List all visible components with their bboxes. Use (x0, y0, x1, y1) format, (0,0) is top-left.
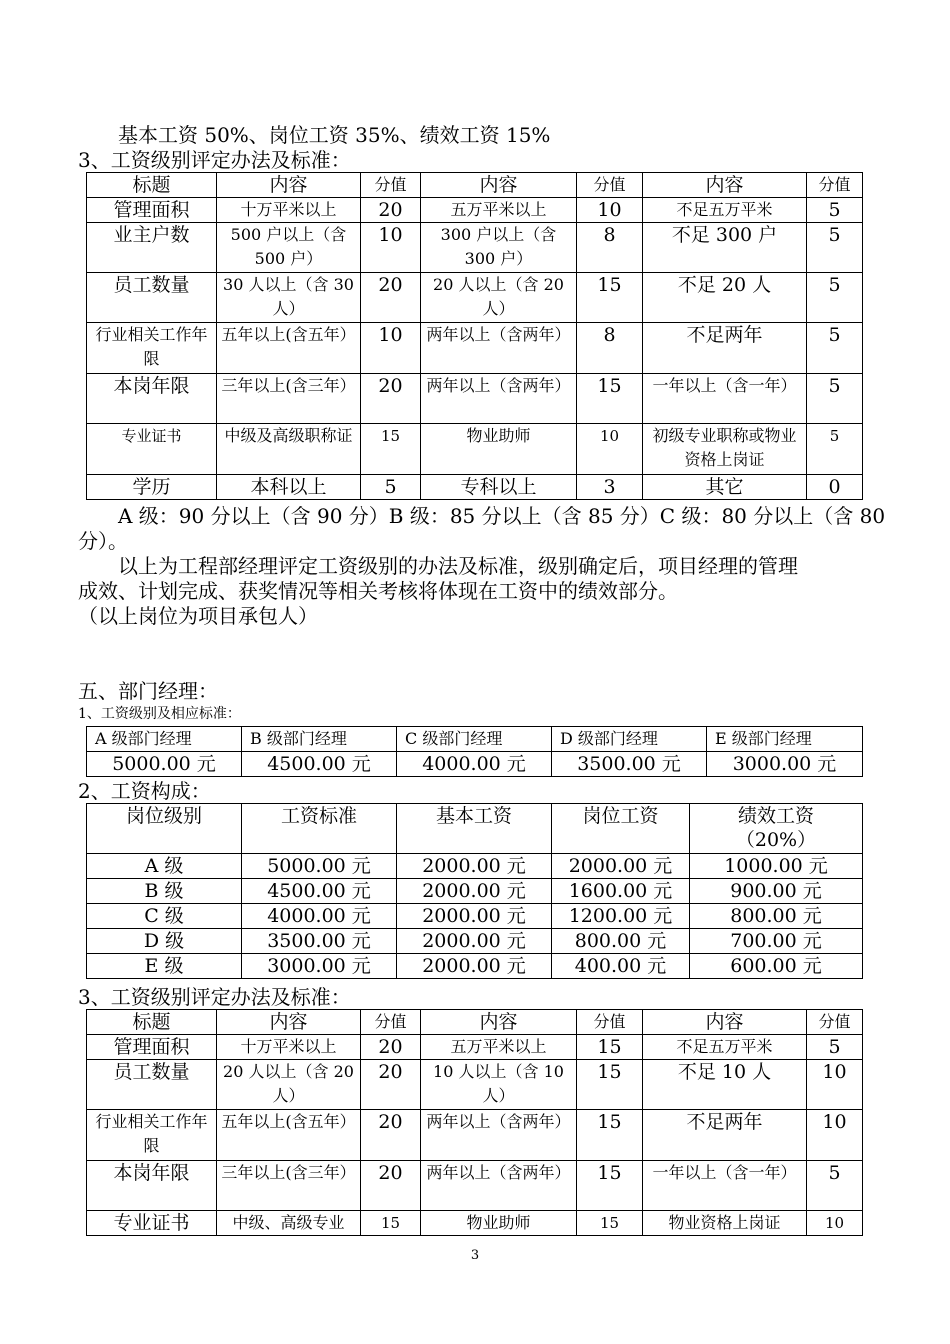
subsection-1-title: 1、工资级别及相应标准： (78, 706, 241, 722)
cell: 5 (807, 1161, 863, 1211)
grade-criteria-line: A 级：90 分以上（含 90 分）B 级：85 分以上（含 85 分）C 级：80 分以上（含 80 (118, 504, 886, 528)
cell: 三年以上(含三年） (217, 1161, 361, 1211)
cell: 本岗年限 (87, 1161, 217, 1211)
cell: 700.00 元 (690, 929, 863, 954)
cell: 800.00 元 (552, 929, 690, 954)
paragraph-line-2: 成效、计划完成、获奖情况等相关考核将体现在工资中的绩效部分。 (78, 579, 678, 603)
cell: 4500.00 元 (242, 752, 397, 777)
cell: 15 (577, 1060, 643, 1110)
table-header-row (87, 1010, 863, 1035)
cell: 其它 (643, 475, 807, 500)
cell: 两年以上（含两年） (421, 1110, 577, 1161)
cell: 8 (577, 323, 643, 374)
grade-criteria-line-2: 分）。 (78, 529, 128, 553)
cell: 20 (361, 1161, 421, 1211)
cell: 4500.00 元 (242, 879, 397, 904)
header-cell: E 级部门经理 (707, 727, 863, 752)
cell: 1600.00 元 (552, 879, 690, 904)
cell: 五年以上(含五年） (217, 323, 361, 374)
cell: 10 (361, 323, 421, 374)
table-header-row (87, 173, 863, 198)
page-number: 3 (470, 1248, 480, 1263)
cell: 500 户以上（含 500 户） (217, 223, 361, 273)
header-cell: 内容 (217, 173, 361, 198)
note-line: （以上岗位为项目承包人） (78, 604, 318, 628)
table-row (87, 374, 863, 424)
header-cell: 岗位级别 (87, 804, 242, 854)
cell: 20 (361, 1035, 421, 1060)
cell: 5 (807, 1035, 863, 1060)
table-row (87, 475, 863, 500)
cell: 不足五万平米 (643, 198, 807, 223)
paragraph-line: 以上为工程部经理评定工资级别的办法及标准，级别确定后，项目经理的管理 (118, 554, 798, 578)
cell: 员工数量 (87, 1060, 217, 1110)
cell: 10 (577, 198, 643, 223)
cell: 业主户数 (87, 223, 217, 273)
header-cell: 基本工资 (397, 804, 552, 854)
cell: 专业证书 (87, 424, 217, 475)
cell: 15 (577, 273, 643, 323)
cell: 中级、高级专业 (217, 1211, 361, 1236)
cell: 两年以上（含两年） (421, 374, 577, 424)
cell: 5 (807, 374, 863, 424)
cell: 5 (807, 223, 863, 273)
cell: 10 (807, 1211, 863, 1236)
header-cell: 分值 (361, 173, 421, 198)
table-row (87, 323, 863, 374)
header-cell: 内容 (217, 1010, 361, 1035)
cell: 初级专业职称或物业资格上岗证 (643, 424, 807, 475)
cell: 五年以上(含五年） (217, 1110, 361, 1161)
header-cell: 分值 (807, 173, 863, 198)
cell: 10 人以上（含 10 人） (421, 1060, 577, 1110)
subsection-3-title: 3、工资级别评定办法及标准： (78, 985, 351, 1009)
cell: 10 (807, 1110, 863, 1161)
cell: 三年以上(含三年） (217, 374, 361, 424)
cell: 5 (361, 475, 421, 500)
header-cell: B 级部门经理 (242, 727, 397, 752)
cell: 4000.00 元 (242, 904, 397, 929)
header-cell: 标题 (87, 1010, 217, 1035)
table-header-row (87, 727, 863, 752)
cell: 专业证书 (87, 1211, 217, 1236)
cell: 2000.00 元 (397, 904, 552, 929)
cell: 管理面积 (87, 198, 217, 223)
cell: 2000.00 元 (552, 854, 690, 879)
cell: 0 (807, 475, 863, 500)
header-cell: 分值 (577, 173, 643, 198)
header-cell: 分值 (807, 1010, 863, 1035)
table-header-row (87, 804, 863, 854)
cell: 2000.00 元 (397, 929, 552, 954)
cell: 3000.00 元 (707, 752, 863, 777)
cell: 不足 20 人 (643, 273, 807, 323)
cell: 3500.00 元 (552, 752, 707, 777)
cell: 3 (577, 475, 643, 500)
table-row (87, 198, 863, 223)
header-cell: 标题 (87, 173, 217, 198)
cell: 20 人以上（含 20 人） (421, 273, 577, 323)
cell: 4000.00 元 (397, 752, 552, 777)
header-cell: 分值 (361, 1010, 421, 1035)
cell: 30 人以上（含 30 人） (217, 273, 361, 323)
cell: 15 (577, 1035, 643, 1060)
cell: 两年以上（含两年） (421, 323, 577, 374)
cell: 15 (361, 424, 421, 475)
cell: E 级 (87, 954, 242, 979)
table-row (87, 954, 863, 979)
cell: 中级及高级职称证 (217, 424, 361, 475)
cell: 600.00 元 (690, 954, 863, 979)
cell: 3500.00 元 (242, 929, 397, 954)
salary-ratio-line: 基本工资 50%、岗位工资 35%、绩效工资 15% (118, 123, 551, 147)
table-row (87, 424, 863, 475)
cell: 管理面积 (87, 1035, 217, 1060)
table-row (87, 273, 863, 323)
cell: A 级 (87, 854, 242, 879)
cell: 15 (361, 1211, 421, 1236)
levels-table (86, 726, 863, 777)
cell: 不足五万平米 (643, 1035, 807, 1060)
cell: 不足两年 (643, 323, 807, 374)
cell: 10 (807, 1060, 863, 1110)
cell: 5 (807, 273, 863, 323)
header-cell: 绩效工资（20%） (690, 804, 863, 854)
table-row (87, 929, 863, 954)
cell: 20 (361, 1110, 421, 1161)
cell: 两年以上（含两年） (421, 1161, 577, 1211)
cell: 2000.00 元 (397, 954, 552, 979)
table-row (87, 1211, 863, 1236)
cell: 5000.00 元 (242, 854, 397, 879)
cell: 学历 (87, 475, 217, 500)
header-cell: 内容 (421, 1010, 577, 1035)
header-cell: A 级部门经理 (87, 727, 242, 752)
cell: 300 户以上（含 300 户） (421, 223, 577, 273)
cell: 20 (361, 273, 421, 323)
header-cell: 工资标准 (242, 804, 397, 854)
cell: 行业相关工作年限 (87, 1110, 217, 1161)
cell: 十万平米以上 (217, 1035, 361, 1060)
cell: 物业资格上岗证 (643, 1211, 807, 1236)
table-row (87, 1035, 863, 1060)
cell: 3000.00 元 (242, 954, 397, 979)
cell: 员工数量 (87, 273, 217, 323)
cell: 物业助师 (421, 424, 577, 475)
cell: 8 (577, 223, 643, 273)
cell: 行业相关工作年限 (87, 323, 217, 374)
cell: 物业助师 (421, 1211, 577, 1236)
cell: 本科以上 (217, 475, 361, 500)
table-row (87, 1161, 863, 1211)
table-row (87, 904, 863, 929)
cell: 20 (361, 1060, 421, 1110)
header-cell: 内容 (643, 173, 807, 198)
cell: 15 (577, 1161, 643, 1211)
cell: 一年以上（含一年） (643, 374, 807, 424)
section-3-title: 3、工资级别评定办法及标准： (78, 148, 351, 172)
cell: 专科以上 (421, 475, 577, 500)
table-row (87, 1060, 863, 1110)
header-cell: C 级部门经理 (397, 727, 552, 752)
cell: 不足两年 (643, 1110, 807, 1161)
cell: 不足 300 户 (643, 223, 807, 273)
cell: 10 (361, 223, 421, 273)
cell: D 级 (87, 929, 242, 954)
cell: 五万平米以上 (421, 198, 577, 223)
table-row (87, 879, 863, 904)
cell: 不足 10 人 (643, 1060, 807, 1110)
table-row (87, 752, 863, 777)
cell: 1000.00 元 (690, 854, 863, 879)
section-5-title: 五、部门经理： (78, 679, 218, 703)
header-cell: 内容 (421, 173, 577, 198)
header-cell: D 级部门经理 (552, 727, 707, 752)
cell: 5000.00 元 (87, 752, 242, 777)
cell: 400.00 元 (552, 954, 690, 979)
cell: 2000.00 元 (397, 879, 552, 904)
cell: 十万平米以上 (217, 198, 361, 223)
header-cell: 岗位工资 (552, 804, 690, 854)
cell: 5 (807, 323, 863, 374)
subsection-2-title: 2、工资构成： (78, 779, 211, 803)
cell: 2000.00 元 (397, 854, 552, 879)
cell: 五万平米以上 (421, 1035, 577, 1060)
cell: B 级 (87, 879, 242, 904)
cell: 15 (577, 1110, 643, 1161)
composition-table (86, 803, 863, 979)
cell: 5 (807, 424, 863, 475)
cell: 20 人以上（含 20 人） (217, 1060, 361, 1110)
cell: 800.00 元 (690, 904, 863, 929)
cell: 10 (577, 424, 643, 475)
table-row (87, 1110, 863, 1161)
cell: 20 (361, 374, 421, 424)
cell: 15 (577, 1211, 643, 1236)
cell: 20 (361, 198, 421, 223)
header-cell: 内容 (643, 1010, 807, 1035)
evaluation-table-1 (86, 172, 863, 500)
table-row (87, 223, 863, 273)
table-row (87, 854, 863, 879)
cell: 15 (577, 374, 643, 424)
cell: 900.00 元 (690, 879, 863, 904)
evaluation-table-2 (86, 1009, 863, 1236)
cell: 一年以上（含一年） (643, 1161, 807, 1211)
cell: 5 (807, 198, 863, 223)
cell: 1200.00 元 (552, 904, 690, 929)
cell: 本岗年限 (87, 374, 217, 424)
header-cell: 分值 (577, 1010, 643, 1035)
cell: C 级 (87, 904, 242, 929)
